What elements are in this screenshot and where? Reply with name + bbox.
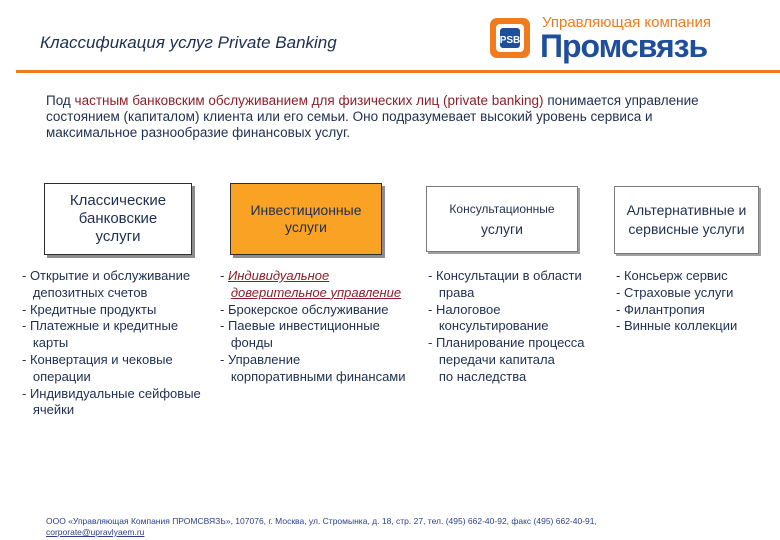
intro-prefix: Под bbox=[46, 93, 75, 108]
service-item bbox=[220, 268, 406, 302]
intro-highlight: частным банковским обслуживанием для физических лиц (private banking) bbox=[74, 93, 544, 108]
service-list-consulting bbox=[428, 268, 585, 386]
service-item-line: - Открытие и обслуживание bbox=[22, 268, 191, 283]
title-rule bbox=[16, 70, 780, 73]
company-logo bbox=[488, 14, 778, 64]
footer-address: ООО «Управляющая Компания ПРОМСВЯЗЬ», 107076, г. Москва, ул. Стромынка, д. 18, стр. 27, тел. (495) 662-40-92, факс (495) 662-40-91, bbox=[46, 516, 597, 526]
service-item bbox=[428, 335, 585, 385]
service-item bbox=[22, 386, 201, 420]
logo-subtitle: Управляющая компания bbox=[542, 14, 712, 31]
service-item-line: - Конвертация и чековые bbox=[22, 351, 173, 367]
service-item-line bbox=[220, 268, 406, 285]
intro-rest: понимается управление состоянием (капиталом) клиента или его семьи. Оно подразумевает высокий уровень сервиса и максимальное разнообразие финансовых услуг. bbox=[46, 93, 699, 140]
service-item bbox=[616, 268, 737, 285]
footer-email: corporate@upravlyaem.ru bbox=[46, 527, 145, 537]
service-item bbox=[220, 302, 406, 319]
service-item bbox=[616, 318, 737, 335]
service-item-line: - Паевые инвестиционные bbox=[220, 318, 380, 334]
category-label-consulting-2: услуги bbox=[481, 221, 523, 237]
page-title: Классификация услуг Private Banking bbox=[40, 33, 337, 52]
service-item bbox=[616, 285, 737, 302]
service-item bbox=[220, 352, 406, 386]
service-item bbox=[616, 302, 737, 319]
category-label-alternative: Альтернативные и сервисные услуги bbox=[626, 202, 747, 237]
category-label-investment: Инвестиционные услуги bbox=[250, 202, 362, 235]
service-item bbox=[428, 268, 585, 302]
psb-logo-icon bbox=[488, 16, 532, 60]
service-item-line: - Винные коллекции bbox=[616, 318, 738, 334]
service-item-dash: - bbox=[220, 268, 228, 283]
service-item-line: - Управление bbox=[220, 351, 301, 367]
service-item-line: по наследства bbox=[428, 368, 527, 384]
service-list-alternative bbox=[616, 268, 737, 335]
category-box-alternative bbox=[614, 186, 759, 254]
service-item-line: - Индивидуальные сейфовые bbox=[22, 385, 201, 401]
service-item bbox=[22, 318, 201, 352]
service-item bbox=[22, 352, 201, 386]
category-label-classic: Классические банковские услуги bbox=[69, 192, 167, 245]
service-item-line: - Кредитные продукты bbox=[22, 301, 157, 317]
service-item-line bbox=[220, 285, 406, 302]
service-item-line: операции bbox=[22, 368, 91, 384]
service-item-line: права bbox=[428, 284, 475, 300]
service-item-line: - Филантропия bbox=[616, 301, 705, 317]
service-item-line: - Консьерж сервис bbox=[616, 268, 728, 283]
service-item bbox=[22, 302, 201, 319]
service-item-line: - Планирование процесса bbox=[428, 335, 585, 351]
service-item-highlight: доверительное управление bbox=[230, 284, 402, 300]
service-item-highlight: Индивидуальное bbox=[227, 268, 330, 283]
footer bbox=[46, 516, 666, 538]
service-item-line: карты bbox=[22, 335, 69, 351]
service-list-classic bbox=[22, 268, 201, 419]
intro-paragraph bbox=[46, 93, 726, 141]
service-list-investment bbox=[220, 268, 406, 386]
service-item-line: - Брокерское обслуживание bbox=[220, 301, 389, 317]
service-item-line: депозитных счетов bbox=[22, 284, 148, 300]
service-item-line: консультирование bbox=[428, 318, 549, 334]
svg-text:PSB: PSB bbox=[499, 35, 521, 46]
service-item-line: ячейки bbox=[22, 402, 75, 418]
service-item-line: - Налоговое bbox=[428, 301, 501, 317]
service-item-line: передачи капитала bbox=[428, 351, 555, 367]
service-item-line: фонды bbox=[220, 335, 273, 351]
service-item-line: - Платежные и кредитные bbox=[22, 318, 179, 334]
service-item bbox=[428, 302, 585, 336]
service-item bbox=[220, 318, 406, 352]
logo-name: Промсвязь bbox=[540, 28, 708, 64]
category-box-consulting bbox=[426, 186, 578, 252]
service-item-line: - Страховые услуги bbox=[616, 284, 734, 300]
category-box-classic bbox=[44, 183, 192, 255]
category-label-consulting-1: Консультационные bbox=[449, 202, 555, 216]
category-box-investment bbox=[230, 183, 382, 255]
service-item-line: корпоративными финансами bbox=[220, 368, 406, 384]
service-item bbox=[22, 268, 201, 302]
service-item-line: - Консультации в области bbox=[428, 268, 582, 283]
